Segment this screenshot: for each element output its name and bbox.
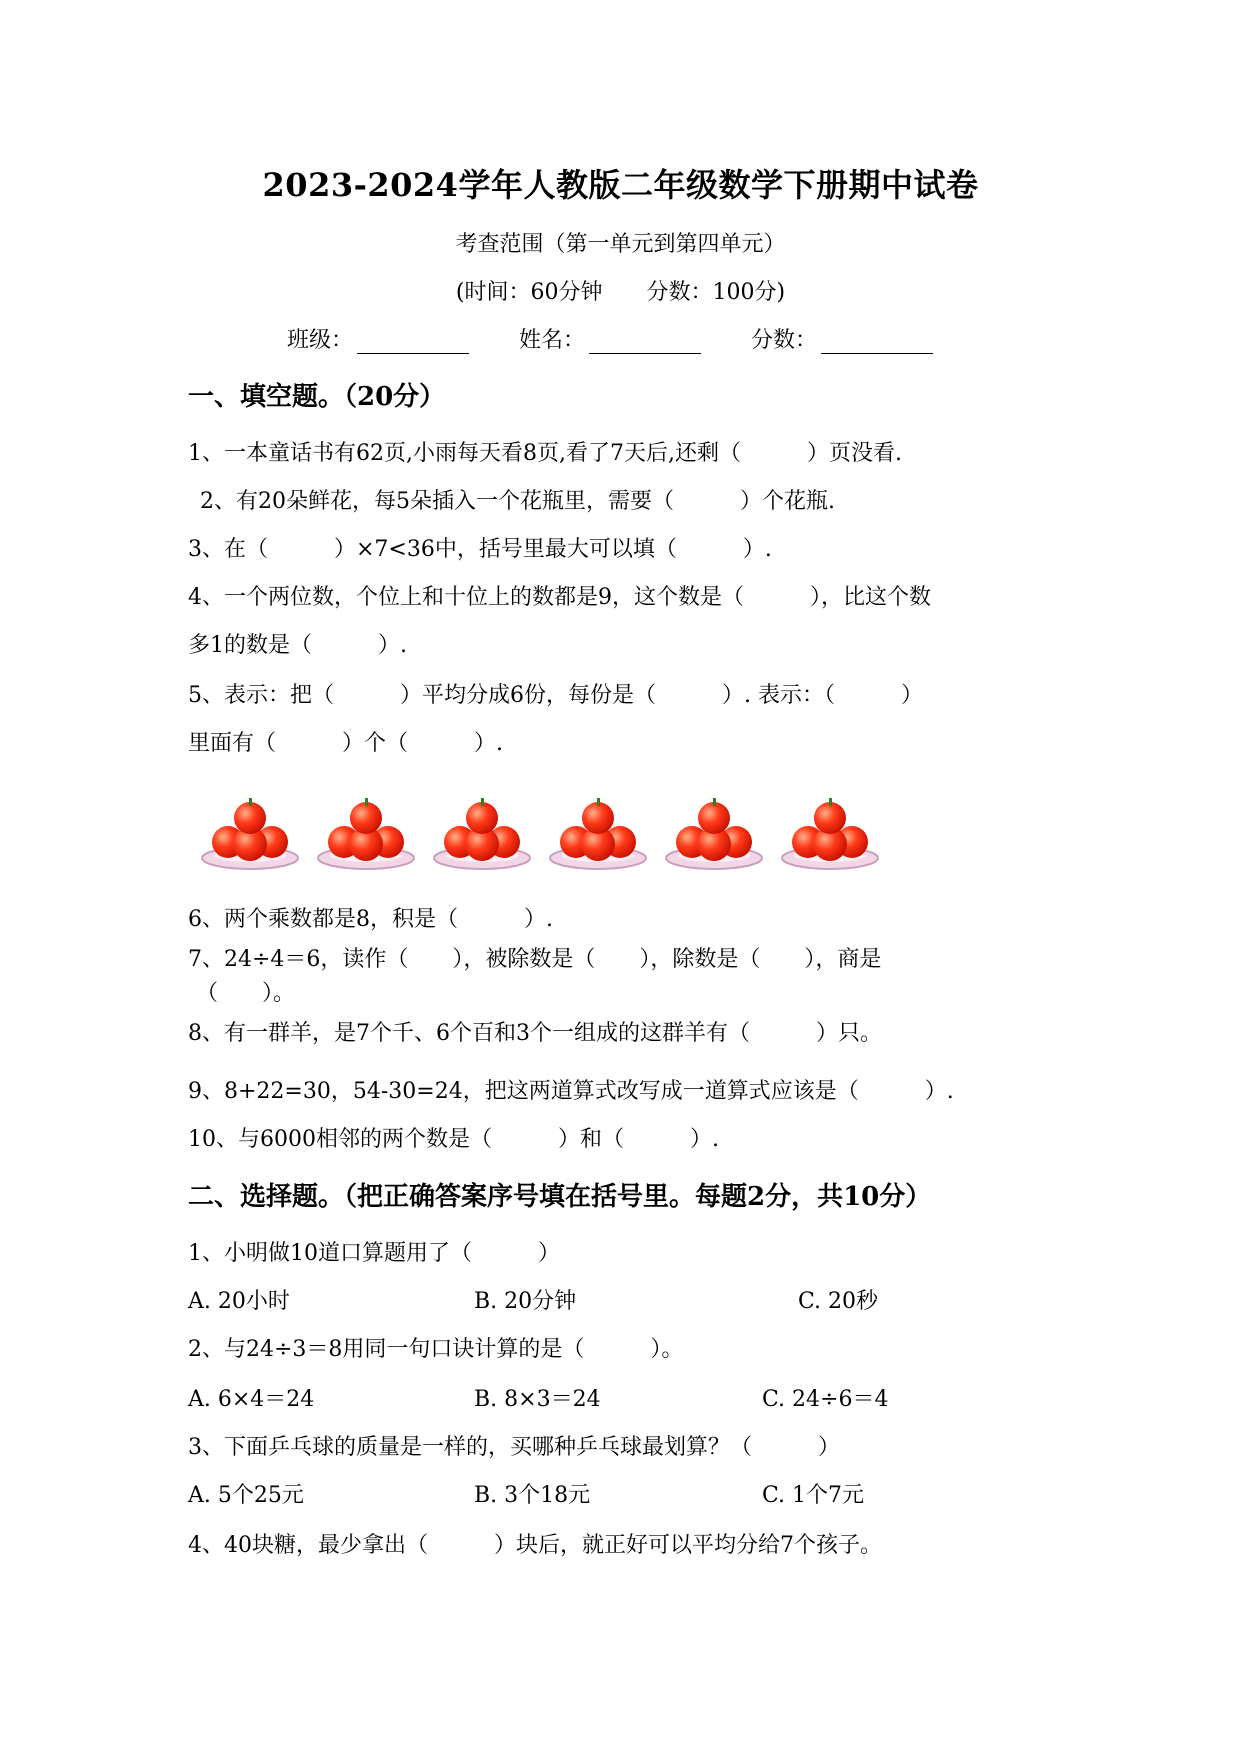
fill-question-7: 7、24÷4＝6，读作（ ），被除数是（ ），除数是（ ），商是	[188, 947, 882, 972]
fill-question-3: 3、在（ ）×7<36中，括号里最大可以填（ ）.	[188, 537, 772, 562]
fill-question-1: 1、一本童话书有62页,小雨每天看8页,看了7天后,还剩（ ）页没看.	[188, 441, 902, 466]
apple-plates-illustration	[200, 792, 900, 882]
choice-3-option-b[interactable]: B. 3个18元	[474, 1483, 591, 1508]
plate-4	[550, 798, 646, 869]
class-label: 班级：	[287, 328, 354, 353]
class-blank[interactable]	[357, 327, 469, 354]
choice-2-option-a[interactable]: A. 6×4＝24	[188, 1387, 315, 1412]
section-2-heading: 二、选择题。（把正确答案序号填在括号里。每题2分，共10分）	[188, 1182, 932, 1212]
fill-question-8: 8、有一群羊，是7个千、6个百和3个一组成的这群羊有（ ）只。	[188, 1021, 882, 1046]
plate-1	[202, 798, 298, 869]
fill-question-6: 6、两个乘数都是8，积是（ ）.	[188, 907, 553, 932]
choice-3-option-a[interactable]: A. 5个25元	[188, 1483, 304, 1508]
choice-1-option-b[interactable]: B. 20分钟	[474, 1289, 577, 1314]
name-label: 姓名：	[519, 328, 586, 353]
exam-scope: 考查范围（第一单元到第四单元）	[455, 232, 786, 257]
page-title: 2023-2024学年人教版二年级数学下册期中试卷	[262, 166, 979, 204]
fill-question-7-cont: （ ）。	[196, 981, 296, 1006]
plate-3	[434, 798, 530, 869]
choice-1-options	[188, 1284, 988, 1314]
section-1-heading: 一、填空题。（20分）	[188, 382, 446, 412]
fill-question-4: 4、一个两位数，个位上和十位上的数都是9，这个数是（ ），比这个数	[188, 585, 931, 610]
choice-question-3: 3、下面乒乓球的质量是一样的，买哪种乒乓球最划算？（ ）	[188, 1435, 840, 1460]
fill-question-4-cont: 多1的数是（ ）.	[188, 633, 407, 658]
time-and-score: (时间：60分钟 分数：100分)	[455, 280, 786, 305]
fill-question-9: 9、8+22=30，54-30=24，把这两道算式改写成一道算式应该是（ ）.	[188, 1079, 954, 1104]
choice-2-option-c[interactable]: C. 24÷6＝4	[762, 1387, 889, 1412]
choice-1-option-c[interactable]: C. 20秒	[798, 1289, 879, 1314]
fill-question-5: 5、表示：把（ ）平均分成6份，每份是（ ）. 表示：（ ）	[188, 683, 923, 708]
choice-1-option-a[interactable]: A. 20小时	[188, 1289, 290, 1314]
choice-question-1: 1、小明做10道口算题用了（ ）	[188, 1241, 560, 1266]
choice-2-options	[188, 1382, 988, 1412]
fill-question-2: 2、有20朵鲜花，每5朵插入一个花瓶里，需要（ ）个花瓶.	[200, 489, 835, 514]
plate-6	[782, 798, 878, 869]
score-label: 分数：	[751, 328, 818, 353]
score-blank[interactable]	[821, 327, 933, 354]
name-blank[interactable]	[589, 327, 701, 354]
name-field[interactable]	[519, 323, 701, 354]
plate-5	[666, 798, 762, 869]
plate-2	[318, 798, 414, 869]
choice-question-2: 2、与24÷3＝8用同一句口诀计算的是（ ）。	[188, 1337, 684, 1362]
student-info-row	[287, 323, 933, 354]
choice-3-options	[188, 1478, 988, 1508]
fill-question-10: 10、与6000相邻的两个数是（ ）和（ ）.	[188, 1127, 719, 1152]
class-field[interactable]	[287, 323, 469, 354]
fill-question-5-cont: 里面有（ ）个（ ）.	[188, 731, 503, 756]
choice-question-4: 4、40块糖，最少拿出（ ）块后，就正好可以平均分给7个孩子。	[188, 1533, 882, 1558]
score-field[interactable]	[751, 323, 933, 354]
choice-3-option-c[interactable]: C. 1个7元	[762, 1483, 865, 1508]
choice-2-option-b[interactable]: B. 8×3＝24	[474, 1387, 601, 1412]
